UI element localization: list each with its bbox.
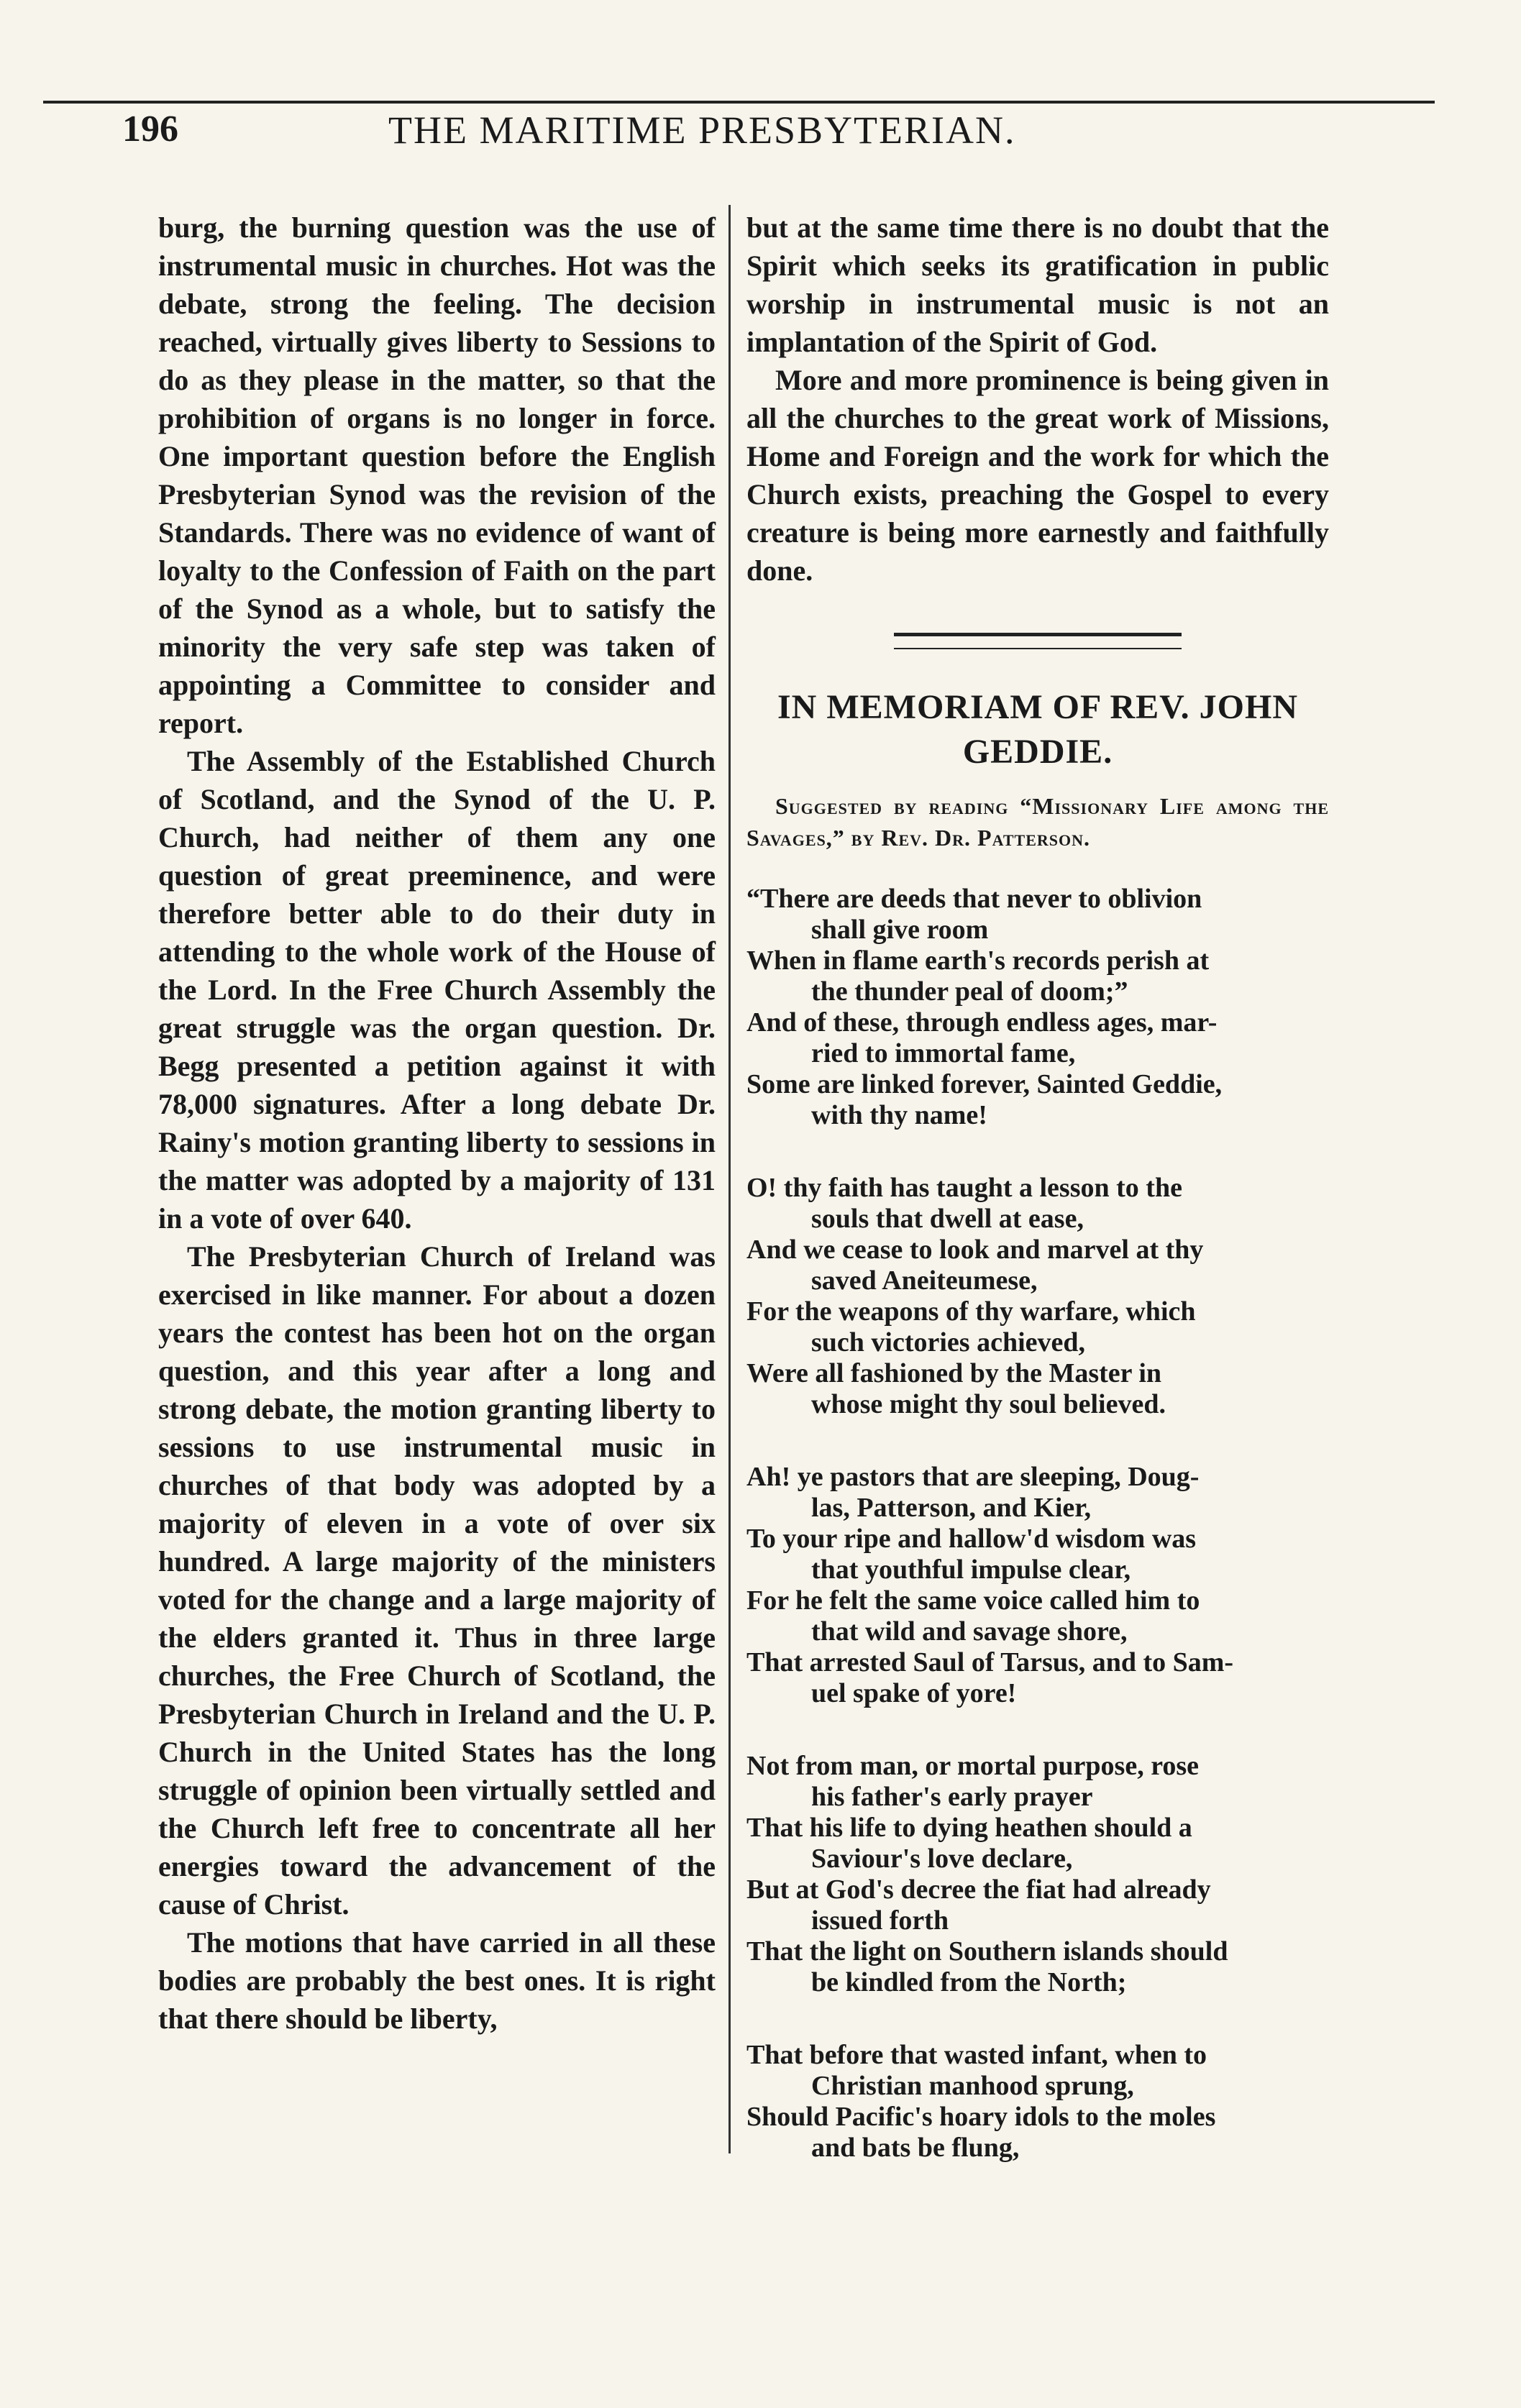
poem-line: Should Pacific's hoary idols to the moles	[746, 2102, 1216, 2132]
poem-line: Ah! ye pastors that are sleeping, Doug-	[746, 1462, 1200, 1492]
poem-line: and bats be flung,	[811, 2133, 1020, 2163]
poem-line: O! thy faith has taught a lesson to the	[746, 1173, 1182, 1203]
page-number: 196	[122, 109, 178, 150]
article-paragraph: The motions that have carried in all these bodies are probably the best ones. It is right that there should be liberty,	[158, 1926, 716, 2035]
article-paragraph: burg, the burning question was the use of instrumental music in churches. Hot was the debate, strong the feeling. The decision reached, virtually gives liberty to Sessions to do as they please in the matter, so that the prohibition of organs is no longer in force. One important question before the English Presbyterian Synod was the revision of the Standards. There was no evidence of want of loyalty to the Confession of Faith on the part of the Synod as a whole, but to satisfy the minority the very safe step was taken of appointing a Committee to consider and report.	[158, 211, 716, 739]
page-header	[122, 108, 1402, 162]
poem-line: the thunder peal of doom;”	[811, 976, 1128, 1007]
poem-stanza	[746, 1173, 1329, 1420]
poem-stanza	[746, 1462, 1329, 1709]
poem-line: Saviour's love declare,	[811, 1844, 1073, 1874]
left-column	[158, 209, 716, 2038]
poem-line: that youthful impulse clear,	[811, 1555, 1131, 1585]
poem-line: For he felt the same voice called him to	[746, 1585, 1200, 1616]
poem-stanza	[746, 884, 1329, 1131]
poem-line: “There are deeds that never to oblivion	[746, 884, 1202, 914]
poem-subtitle: Suggested by reading “Missionary Life among the Savages,” by Rev. Dr. Patterson.	[746, 793, 1329, 851]
poem-line: uel spake of yore!	[811, 1678, 1017, 1708]
right-column	[746, 209, 1329, 2205]
article-paragraph: The Presbyterian Church of Ireland was exercised in like manner. For about a dozen years the contest has been hot on the organ question, and this year after a long and strong debate, the motion granting liberty to sessions to use instrumental music in churches of that body was adopted by a majority of eleven in a vote of over six hundred. A large majority of the ministers voted for the change and a large majority of the elders granted it. Thus in three large churches, the Free Church of Scotland, the Presbyterian Church in Ireland and the U. P. Church in the United States has the long struggle of opinion been virtually settled and the Church left free to concentrate all her energies toward the advancement of the cause of Christ.	[158, 1240, 716, 1921]
poem-body	[746, 884, 1329, 2164]
poem-line: That his life to dying heathen should a	[746, 1813, 1192, 1843]
poem-line: But at God's decree the fiat had already	[746, 1874, 1211, 1905]
poem-line: And we cease to look and marvel at thy	[746, 1235, 1204, 1265]
poem-line: Were all fashioned by the Master in	[746, 1358, 1162, 1388]
column-divider	[728, 205, 731, 2153]
article-paragraph: but at the same time there is no doubt that the Spirit which seeks its gratification in public worship in instrumental music is not an implantation of the Spirit of God.	[746, 211, 1329, 358]
poem-line: That arrested Saul of Tarsus, and to Sam-	[746, 1647, 1234, 1677]
poem-line: his father's early prayer	[811, 1782, 1093, 1812]
poem-line: Some are linked forever, Sainted Geddie,	[746, 1069, 1223, 1099]
poem-title: IN MEMORIAM OF REV. JOHN GEDDIE.	[777, 688, 1298, 771]
poem-line: To your ripe and hallow'd wisdom was	[746, 1524, 1197, 1554]
poem-stanza	[746, 1751, 1329, 1998]
running-title: THE MARITIME PRESBYTERIAN.	[388, 109, 1016, 152]
poem-line: las, Patterson, and Kier,	[811, 1493, 1092, 1523]
poem-stanza	[746, 2040, 1329, 2164]
poem-line: For the weapons of thy warfare, which	[746, 1296, 1196, 1327]
poem-line: saved Aneiteumese,	[811, 1265, 1038, 1296]
header-rule	[43, 101, 1435, 104]
poem-line: souls that dwell at ease,	[811, 1204, 1084, 1234]
poem-line: whose might thy soul believed.	[811, 1389, 1166, 1419]
poem-line: be kindled from the North;	[811, 1967, 1127, 1997]
poem-line: That before that wasted infant, when to	[746, 2040, 1207, 2070]
article-paragraph: More and more prominence is being given in all the churches to the great work of Missions, Home and Foreign and the work for which the Church exists, preaching the Gospel to every creature is being more earnestly and faithfully done.	[746, 364, 1329, 587]
poem-line: ried to immortal fame,	[811, 1038, 1076, 1068]
poem-line: And of these, through endless ages, mar-	[746, 1007, 1218, 1038]
poem-line: When in flame earth's records perish at	[746, 946, 1210, 976]
poem-line: issued forth	[811, 1905, 949, 1936]
article-paragraph: The Assembly of the Established Church of Scotland, and the Synod of the U. P. Church, had neither of them any one question of great preeminence, and were therefore better able to do their duty in attending to the whole work of the House of the Lord. In the Free Church Assembly the great struggle was the organ question. Dr. Begg presented a petition against it with 78,000 signatures. After a long debate Dr. Rainy's motion granting liberty to sessions in the matter was adopted by a majority of 131 in a vote of over 640.	[158, 745, 716, 1235]
poem-line: shall give room	[811, 915, 989, 945]
poem-line: such victories achieved,	[811, 1327, 1086, 1358]
poem-line: that wild and savage shore,	[811, 1616, 1128, 1647]
poem-line: Not from man, or mortal purpose, rose	[746, 1751, 1200, 1781]
poem-line: That the light on Southern islands should	[746, 1936, 1228, 1967]
poem-line: with thy name!	[811, 1100, 987, 1130]
poem-line: Christian manhood sprung,	[811, 2071, 1134, 2101]
section-divider-rule	[894, 633, 1182, 649]
